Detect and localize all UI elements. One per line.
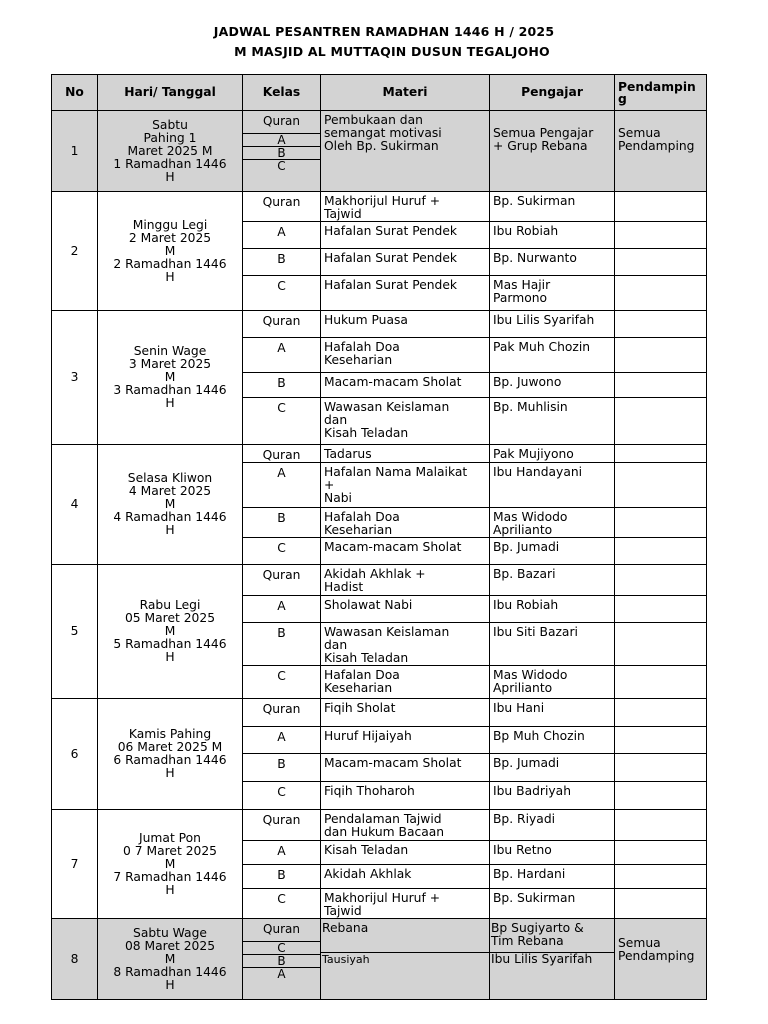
kelas-label: A bbox=[243, 133, 320, 146]
pengajar-cell: Bp. Jumadi bbox=[490, 538, 615, 565]
table-row bbox=[52, 565, 707, 596]
materi-cell: Hukum Puasa bbox=[321, 311, 490, 338]
materi-cell: Tadarus bbox=[321, 445, 490, 463]
materi-cell: Pembukaan dan semangat motivasi Oleh Bp. Sukirman bbox=[321, 111, 490, 192]
day-no: 6 bbox=[52, 699, 98, 810]
day-no: 7 bbox=[52, 810, 98, 919]
materi-cell: Hafalan Surat Pendek bbox=[321, 222, 490, 249]
pengajar-cell: Ibu Lilis Syarifah bbox=[490, 311, 615, 338]
pendamping-cell bbox=[615, 276, 707, 311]
pengajar-cell: Semua Pengajar + Grup Rebana bbox=[490, 111, 615, 192]
day-hari: Rabu Legi 05 Maret 2025 M 5 Ramadhan 1446 H bbox=[98, 565, 243, 699]
table-row bbox=[52, 311, 707, 338]
materi-cell: Huruf Hijaiyah bbox=[321, 727, 490, 754]
kelas-cell: B bbox=[243, 508, 321, 538]
kelas-cell bbox=[243, 111, 321, 192]
day-no: 1 bbox=[52, 111, 98, 192]
pendamping-cell bbox=[615, 889, 707, 919]
pendamping-cell bbox=[615, 373, 707, 398]
materi-cell: Macam-macam Sholat bbox=[321, 754, 490, 782]
kelas-label: C bbox=[243, 941, 320, 954]
kelas-cell: A bbox=[243, 727, 321, 754]
day-hari: Minggu Legi 2 Maret 2025 M 2 Ramadhan 1446 H bbox=[98, 192, 243, 311]
kelas-cell: B bbox=[243, 754, 321, 782]
header-hari: Hari/ Tanggal bbox=[98, 75, 243, 111]
pengajar-cell: Bp. Hardani bbox=[490, 865, 615, 889]
kelas-cell: C bbox=[243, 276, 321, 311]
pengajar-cell: Bp. Sukirman bbox=[490, 192, 615, 222]
day-row bbox=[52, 919, 707, 1000]
kelas-cell: A bbox=[243, 841, 321, 865]
materi-cell: Pendalaman Tajwid dan Hukum Bacaan bbox=[321, 810, 490, 841]
pendamping-cell bbox=[615, 865, 707, 889]
pengajar-cell: Ibu Hani bbox=[490, 699, 615, 727]
header-no: No bbox=[52, 75, 98, 111]
pendamping-cell bbox=[615, 398, 707, 445]
day-hari: Sabtu Pahing 1 Maret 2025 M 1 Ramadhan 1446 H bbox=[98, 111, 243, 192]
kelas-cell: B bbox=[243, 373, 321, 398]
pendamping-cell bbox=[615, 754, 707, 782]
day1-kelas-stack bbox=[243, 111, 320, 172]
pengajar-cell: Bp. Nurwanto bbox=[490, 249, 615, 276]
day-no: 4 bbox=[52, 445, 98, 565]
materi-cell: Hafalah Doa Keseharian bbox=[321, 508, 490, 538]
day-row bbox=[52, 111, 707, 192]
table-row bbox=[52, 192, 707, 222]
pengajar-cell: Bp. Sukirman bbox=[490, 889, 615, 919]
table-row bbox=[52, 445, 707, 463]
kelas-cell: Quran bbox=[243, 311, 321, 338]
pengajar-cell: Bp. Juwono bbox=[490, 373, 615, 398]
pendamping-cell: Semua Pendamping bbox=[615, 111, 707, 192]
materi-cell: Hafalah Doa Keseharian bbox=[321, 338, 490, 373]
pengajar-cell: Bp. Bazari bbox=[490, 565, 615, 596]
materi-cell: Macam-macam Sholat bbox=[321, 373, 490, 398]
schedule-table bbox=[51, 74, 707, 1000]
pengajar-cell: Bp. Riyadi bbox=[490, 810, 615, 841]
kelas-cell: A bbox=[243, 463, 321, 508]
pengajar-cell: Bp Muh Chozin bbox=[490, 727, 615, 754]
kelas-cell: C bbox=[243, 666, 321, 699]
pendamping-cell bbox=[615, 666, 707, 699]
pendamping-cell bbox=[615, 338, 707, 373]
pendamping-cell bbox=[615, 508, 707, 538]
pendamping-cell bbox=[615, 810, 707, 841]
pengajar-cell bbox=[490, 919, 615, 1000]
pengajar-cell: Mas Widodo Aprilianto bbox=[490, 508, 615, 538]
header-pengajar: Pengajar bbox=[490, 75, 615, 111]
kelas-cell bbox=[243, 919, 321, 1000]
pengajar-cell: Ibu Robiah bbox=[490, 222, 615, 249]
kelas-label: Quran bbox=[263, 114, 300, 128]
header-kelas: Kelas bbox=[243, 75, 321, 111]
pendamping-cell bbox=[615, 192, 707, 222]
pengajar-cell: Mas Widodo Aprilianto bbox=[490, 666, 615, 699]
kelas-cell: Quran bbox=[243, 699, 321, 727]
materi-cell: Makhorijul Huruf + Tajwid bbox=[321, 192, 490, 222]
pengajar-cell: Pak Mujiyono bbox=[490, 445, 615, 463]
pengajar-cell: Bp. Muhlisin bbox=[490, 398, 615, 445]
pengajar-cell: Ibu Badriyah bbox=[490, 782, 615, 810]
day-hari: Sabtu Wage 08 Maret 2025 M 8 Ramadhan 1446 H bbox=[98, 919, 243, 1000]
schedule-subtitle: M MASJID AL MUTTAQIN DUSUN TEGALJOHO bbox=[234, 44, 550, 59]
pendamping-cell bbox=[615, 222, 707, 249]
kelas-cell: A bbox=[243, 222, 321, 249]
schedule-title: JADWAL PESANTREN RAMADHAN 1446 H / 2025 bbox=[213, 24, 555, 39]
materi-cell: Makhorijul Huruf + Tajwid bbox=[321, 889, 490, 919]
pengajar-cell: Ibu Robiah bbox=[490, 596, 615, 623]
kelas-label: Quran bbox=[263, 922, 300, 936]
pendamping-cell bbox=[615, 565, 707, 596]
day-hari: Selasa Kliwon 4 Maret 2025 M 4 Ramadhan 1446 H bbox=[98, 445, 243, 565]
day-no: 2 bbox=[52, 192, 98, 311]
pendamping-cell bbox=[615, 841, 707, 865]
pendamping-cell bbox=[615, 463, 707, 508]
pendamping-cell bbox=[615, 311, 707, 338]
materi-cell: Hafalan Nama Malaikat + Nabi bbox=[321, 463, 490, 508]
day-no: 5 bbox=[52, 565, 98, 699]
pengajar-cell: Mas Hajir Parmono bbox=[490, 276, 615, 311]
kelas-cell: A bbox=[243, 338, 321, 373]
materi-cell: Macam-macam Sholat bbox=[321, 538, 490, 565]
pendamping-cell bbox=[615, 538, 707, 565]
kelas-cell: Quran bbox=[243, 445, 321, 463]
materi-cell: Hafalan Doa Keseharian bbox=[321, 666, 490, 699]
pengajar-tausiyah: Ibu Lilis Syarifah bbox=[491, 952, 593, 966]
kelas-cell: B bbox=[243, 249, 321, 276]
pendamping-cell bbox=[615, 727, 707, 754]
materi-cell: Fiqih Thoharoh bbox=[321, 782, 490, 810]
day-no: 8 bbox=[52, 919, 98, 1000]
pengajar-cell: Bp. Jumadi bbox=[490, 754, 615, 782]
kelas-cell: B bbox=[243, 865, 321, 889]
day-no: 3 bbox=[52, 311, 98, 445]
table-row bbox=[52, 699, 707, 727]
kelas-cell: A bbox=[243, 596, 321, 623]
pengajar-cell: Ibu Siti Bazari bbox=[490, 623, 615, 666]
header-pendamping: Pendamping bbox=[615, 75, 707, 111]
table-row bbox=[52, 810, 707, 841]
kelas-label: A bbox=[243, 967, 320, 980]
pendamping-cell bbox=[615, 699, 707, 727]
day-hari: Senin Wage 3 Maret 2025 M 3 Ramadhan 1446 H bbox=[98, 311, 243, 445]
materi-cell bbox=[321, 919, 490, 1000]
kelas-cell: C bbox=[243, 782, 321, 810]
materi-rebana: Rebana bbox=[321, 919, 489, 953]
pendamping-cell bbox=[615, 445, 707, 463]
day8-kelas-stack bbox=[243, 919, 320, 980]
kelas-label: B bbox=[243, 954, 320, 967]
kelas-cell: Quran bbox=[243, 192, 321, 222]
kelas-label: C bbox=[243, 159, 320, 172]
materi-cell: Hafalan Surat Pendek bbox=[321, 276, 490, 311]
day-hari: Jumat Pon 0 7 Maret 2025 M 7 Ramadhan 1446 H bbox=[98, 810, 243, 919]
kelas-cell: C bbox=[243, 398, 321, 445]
day-hari: Kamis Pahing 06 Maret 2025 M 6 Ramadhan 1446 H bbox=[98, 699, 243, 810]
header-materi: Materi bbox=[321, 75, 490, 111]
pengajar-cell: Pak Muh Chozin bbox=[490, 338, 615, 373]
materi-cell: Akidah Akhlak bbox=[321, 865, 490, 889]
pengajar-rebana: Bp Sugiyarto & Tim Rebana bbox=[490, 919, 614, 953]
kelas-cell: C bbox=[243, 889, 321, 919]
pendamping-cell bbox=[615, 623, 707, 666]
pendamping-cell bbox=[615, 249, 707, 276]
pengajar-cell: Ibu Handayani bbox=[490, 463, 615, 508]
pengajar-cell: Ibu Retno bbox=[490, 841, 615, 865]
materi-tausiyah: Tausiyah bbox=[322, 953, 370, 966]
kelas-cell: Quran bbox=[243, 565, 321, 596]
materi-cell: Wawasan Keislaman dan Kisah Teladan bbox=[321, 623, 490, 666]
pendamping-cell bbox=[615, 782, 707, 810]
kelas-label: B bbox=[243, 146, 320, 159]
header-row bbox=[52, 75, 707, 111]
materi-cell: Akidah Akhlak + Hadist bbox=[321, 565, 490, 596]
pendamping-cell bbox=[615, 596, 707, 623]
materi-cell: Sholawat Nabi bbox=[321, 596, 490, 623]
materi-cell: Kisah Teladan bbox=[321, 841, 490, 865]
kelas-cell: C bbox=[243, 538, 321, 565]
kelas-cell: B bbox=[243, 623, 321, 666]
materi-cell: Hafalan Surat Pendek bbox=[321, 249, 490, 276]
pendamping-cell: Semua Pendamping bbox=[615, 919, 707, 1000]
kelas-cell: Quran bbox=[243, 810, 321, 841]
materi-cell: Wawasan Keislaman dan Kisah Teladan bbox=[321, 398, 490, 445]
materi-cell: Fiqih Sholat bbox=[321, 699, 490, 727]
